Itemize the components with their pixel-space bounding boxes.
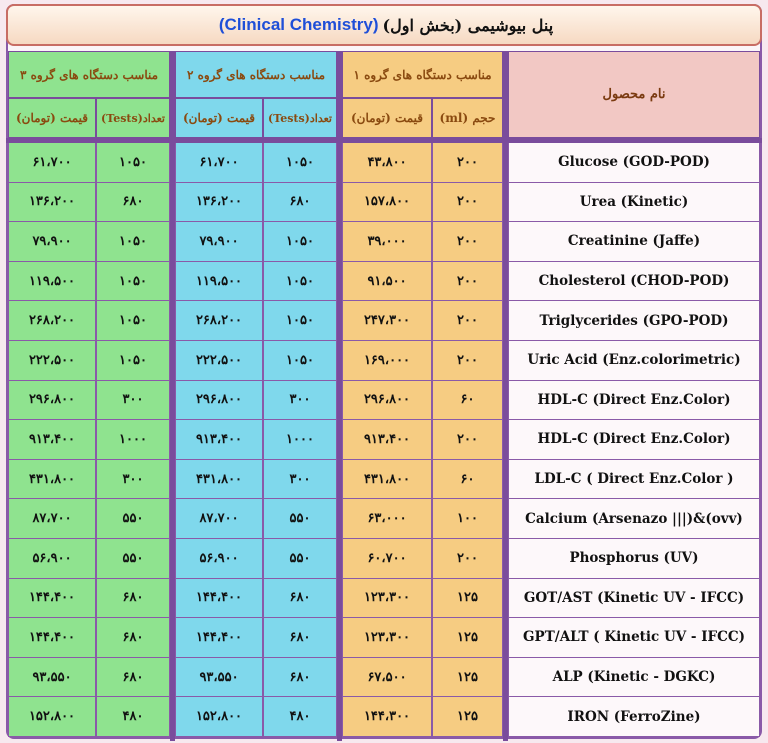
table-cell: ۲۹۶،۸۰۰: [343, 381, 431, 421]
table-cell: ۲۰۰: [433, 262, 502, 302]
table-cell: ۱۰۵۰: [97, 143, 169, 183]
product-name-cell: Uric Acid (Enz.colorimetric): [509, 341, 759, 381]
table-cell: ۱۰۰: [433, 499, 502, 539]
table-cell: ۴۳۱،۸۰۰: [9, 460, 95, 500]
product-name-cell: Creatinine (Jaffe): [509, 222, 759, 262]
table-cell: ۶۸۰: [97, 658, 169, 698]
title-fa: پنل بیوشیمی (بخش اول): [382, 15, 554, 35]
table-cell: ۱۰۵۰: [264, 341, 336, 381]
table-cell: ۱۳۶،۲۰۰: [176, 183, 262, 223]
table-cell: ۳۰۰: [264, 460, 336, 500]
header-product-name: نام محصول: [508, 51, 760, 138]
table-cell: ۲۲۲،۵۰۰: [176, 341, 262, 381]
table-cell: ۶۸۰: [97, 618, 169, 658]
table-cell: ۵۵۰: [264, 539, 336, 579]
table-cell: ۴۳۱،۸۰۰: [343, 460, 431, 500]
table-cell: ۲۲۲،۵۰۰: [9, 341, 95, 381]
table-cell: ۲۹۶،۸۰۰: [176, 381, 262, 421]
page-title: [6, 4, 762, 46]
table-cell: ۲۰۰: [433, 420, 502, 460]
product-name-cell: Cholesterol (CHOD-POD): [509, 262, 759, 302]
table-cell: ۱۲۵: [433, 697, 502, 737]
table-cell: ۱۴۴،۴۰۰: [176, 579, 262, 619]
table-cell: ۴۳۱،۸۰۰: [176, 460, 262, 500]
table-cell: ۵۶،۹۰۰: [176, 539, 262, 579]
product-name-cell: Calcium (Arsenazo |||)&(ovv): [509, 499, 759, 539]
table-cell: ۸۷،۷۰۰: [9, 499, 95, 539]
product-name-cell: Triglycerides (GPO-POD): [509, 301, 759, 341]
table-cell: ۶۸۰: [264, 658, 336, 698]
table-cell: ۱۰۵۰: [97, 222, 169, 262]
table-cell: ۲۴۷،۳۰۰: [343, 301, 431, 341]
header-group3: مناسب دستگاه های گروه ۳: [8, 51, 170, 98]
table-cell: ۱۰۵۰: [264, 301, 336, 341]
product-name-cell: HDL-C (Direct Enz.Color): [509, 420, 759, 460]
table-cell: ۱۵۲،۸۰۰: [176, 697, 262, 737]
header-group1: مناسب دستگاه های گروه ۱: [342, 51, 503, 98]
table-cell: ۱۴۴،۴۰۰: [176, 618, 262, 658]
table-cell: ۱۲۵: [433, 658, 502, 698]
table-cell: ۱۰۵۰: [264, 262, 336, 302]
header-group2: مناسب دستگاه های گروه ۲: [175, 51, 337, 98]
product-name-cell: ALP (Kinetic - DGKC): [509, 658, 759, 698]
col-product-name: [508, 143, 760, 737]
table-cell: ۱۲۵: [433, 618, 502, 658]
table-cell: ۳۰۰: [97, 381, 169, 421]
table-cell: ۶۱،۷۰۰: [9, 143, 95, 183]
table-cell: ۲۰۰: [433, 143, 502, 183]
product-name-cell: HDL-C (Direct Enz.Color): [509, 381, 759, 421]
table-cell: ۲۶۸،۲۰۰: [9, 301, 95, 341]
table-cell: ۶۱،۷۰۰: [176, 143, 262, 183]
product-name-cell: GPT/ALT ( Kinetic UV - IFCC): [509, 618, 759, 658]
table-cell: ۶۳،۰۰۰: [343, 499, 431, 539]
table-cell: ۸۷،۷۰۰: [176, 499, 262, 539]
table-cell: ۲۰۰: [433, 539, 502, 579]
table-cell: ۵۶،۹۰۰: [9, 539, 95, 579]
table-cell: ۱۱۹،۵۰۰: [9, 262, 95, 302]
product-name-cell: Phosphorus (UV): [509, 539, 759, 579]
header-g1-price: قیمت (تومان): [342, 98, 432, 138]
col-g2-price: [175, 143, 263, 737]
table-cell: ۱۴۴،۴۰۰: [9, 579, 95, 619]
table-cell: ۹۳،۵۵۰: [9, 658, 95, 698]
table-cell: ۱۰۵۰: [264, 143, 336, 183]
table-cell: ۱۰۵۰: [264, 222, 336, 262]
table-cell: ۶۸۰: [97, 579, 169, 619]
table-cell: ۷۹،۹۰۰: [176, 222, 262, 262]
table-cell: ۷۹،۹۰۰: [9, 222, 95, 262]
table-cell: ۴۸۰: [264, 697, 336, 737]
table-cell: ۶۰: [433, 460, 502, 500]
table-cell: ۴۸۰: [97, 697, 169, 737]
col-g1-volume: [432, 143, 503, 737]
table-cell: ۱۳۶،۲۰۰: [9, 183, 95, 223]
table-cell: ۲۰۰: [433, 301, 502, 341]
product-name-cell: GOT/AST (Kinetic UV - IFCC): [509, 579, 759, 619]
table-cell: ۴۳،۸۰۰: [343, 143, 431, 183]
header-g3-tests: تعداد(Tests): [96, 98, 170, 138]
table-cell: ۶۰،۷۰۰: [343, 539, 431, 579]
product-name-cell: IRON (FerroZine): [509, 697, 759, 737]
col-g1-price: [342, 143, 432, 737]
header-g3-price: قیمت (تومان): [8, 98, 96, 138]
table-cell: ۱۱۹،۵۰۰: [176, 262, 262, 302]
table-cell: ۵۵۰: [264, 499, 336, 539]
table-cell: ۹۳،۵۵۰: [176, 658, 262, 698]
table-cell: ۱۴۴،۴۰۰: [9, 618, 95, 658]
header-g2-price: قیمت (تومان): [175, 98, 263, 138]
table-cell: ۶۸۰: [97, 183, 169, 223]
table-cell: ۲۰۰: [433, 341, 502, 381]
product-name-cell: LDL-C ( Direct Enz.Color ): [509, 460, 759, 500]
table-cell: ۶۸۰: [264, 183, 336, 223]
table-cell: ۹۱۳،۴۰۰: [176, 420, 262, 460]
table-cell: ۶۸۰: [264, 579, 336, 619]
table-cell: ۳۹،۰۰۰: [343, 222, 431, 262]
table-cell: ۳۰۰: [264, 381, 336, 421]
table-cell: ۱۰۵۰: [97, 341, 169, 381]
table-cell: ۱۵۲،۸۰۰: [9, 697, 95, 737]
table-cell: ۳۰۰: [97, 460, 169, 500]
table-cell: ۱۰۵۰: [97, 301, 169, 341]
title-en: (Clinical Chemistry): [218, 15, 379, 34]
table-cell: ۱۰۰۰: [264, 420, 336, 460]
table-cell: ۵۵۰: [97, 539, 169, 579]
table-cell: ۱۶۹،۰۰۰: [343, 341, 431, 381]
table-cell: ۶۷،۵۰۰: [343, 658, 431, 698]
table-cell: ۲۹۶،۸۰۰: [9, 381, 95, 421]
table-cell: ۱۲۵: [433, 579, 502, 619]
table-cell: ۲۰۰: [433, 183, 502, 223]
table-cell: ۹۱،۵۰۰: [343, 262, 431, 302]
table-cell: ۱۰۵۰: [97, 262, 169, 302]
table-cell: ۱۵۷،۸۰۰: [343, 183, 431, 223]
table-cell: ۱۰۰۰: [97, 420, 169, 460]
table-cell: ۱۲۳،۳۰۰: [343, 579, 431, 619]
product-name-cell: Glucose (GOD-POD): [509, 143, 759, 183]
table-cell: ۶۸۰: [264, 618, 336, 658]
product-name-cell: Urea (Kinetic): [509, 183, 759, 223]
table-cell: ۹۱۳،۴۰۰: [343, 420, 431, 460]
table-cell: ۵۵۰: [97, 499, 169, 539]
header-g2-tests: تعداد(Tests): [263, 98, 337, 138]
header-g1-volume: حجم (ml): [432, 98, 503, 138]
table-cell: ۹۱۳،۴۰۰: [9, 420, 95, 460]
col-g2-tests: [263, 143, 337, 737]
table-cell: ۱۲۳،۳۰۰: [343, 618, 431, 658]
table-cell: ۶۰: [433, 381, 502, 421]
table-cell: ۱۴۴،۳۰۰: [343, 697, 431, 737]
col-g3-tests: [96, 143, 170, 737]
table-cell: ۲۰۰: [433, 222, 502, 262]
col-g3-price: [8, 143, 96, 737]
table-cell: ۲۶۸،۲۰۰: [176, 301, 262, 341]
